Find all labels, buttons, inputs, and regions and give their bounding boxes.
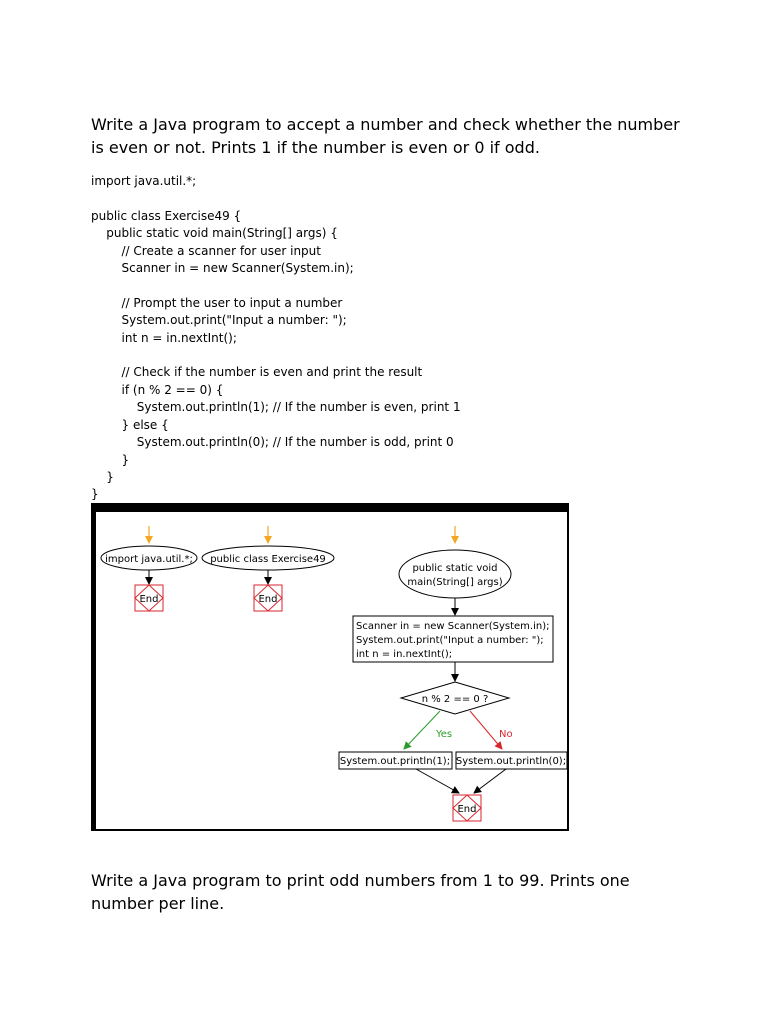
arrow-odd-end <box>474 769 506 793</box>
main-method-node <box>399 550 511 598</box>
code-line: import java.util.*; <box>91 174 197 188</box>
decision-label: n % 2 == 0 ? <box>421 694 489 705</box>
start-arrow-2 <box>264 526 272 544</box>
code-line: System.out.println(1); // If the number is even, print 1 <box>91 400 461 415</box>
code-line: } <box>91 469 114 484</box>
arrow-even-end <box>416 769 459 793</box>
question-1-text: Write a Java program to accept a number and check whether the number is even or not. Prints 1 if the number is even or 0 if odd. <box>91 115 680 157</box>
code-line: } <box>91 452 130 467</box>
print-even-label: System.out.println(1); <box>339 756 451 767</box>
no-label: No <box>499 729 513 740</box>
end-node-2 <box>254 585 282 611</box>
process-line2: System.out.print("Input a number: "); <box>356 635 544 646</box>
code-line: // Check if the number is even and print the result <box>91 365 423 380</box>
yes-arrow <box>404 711 440 749</box>
main-node-line2: main(String[] args) <box>407 577 503 588</box>
import-node-label: import java.util.*; <box>105 554 193 565</box>
code-line: } else { <box>91 417 169 432</box>
print-odd-label: System.out.println(0); <box>455 756 567 767</box>
no-arrow <box>470 711 502 749</box>
start-arrow-3 <box>451 526 459 544</box>
start-arrow-1 <box>145 526 153 544</box>
question-2-text: Write a Java program to print odd numbers from 1 to 99. Prints one number per line. <box>91 871 630 913</box>
code-listing <box>91 173 461 504</box>
code-line: // Prompt the user to input a number <box>91 295 343 310</box>
end-label-1: End <box>139 594 159 605</box>
code-line: public static void main(String[] args) { <box>91 226 338 241</box>
code-line: System.out.print("Input a number: "); <box>91 313 347 328</box>
end-label-3: End <box>457 804 477 815</box>
process-line3: int n = in.nextInt(); <box>356 649 453 660</box>
end-node-3 <box>453 795 481 821</box>
code-line: System.out.println(0); // If the number is odd, print 0 <box>91 435 454 450</box>
yes-label: Yes <box>436 729 453 740</box>
process-line1: Scanner in = new Scanner(System.in); <box>356 621 550 632</box>
code-line: // Create a scanner for user input <box>91 243 321 258</box>
code-line: public class Exercise49 { <box>91 208 242 223</box>
flowchart-image <box>91 503 569 831</box>
code-line: if (n % 2 == 0) { <box>91 382 224 397</box>
main-node-line1: public static void <box>412 563 498 574</box>
code-line: Scanner in = new Scanner(System.in); <box>91 261 354 276</box>
end-label-2: End <box>258 594 278 605</box>
class-node-label: public class Exercise49 <box>210 554 326 565</box>
code-line: int n = in.nextInt(); <box>91 330 237 345</box>
end-node-1 <box>135 585 163 611</box>
code-line: } <box>91 487 99 502</box>
flowchart-diagram <box>96 512 567 829</box>
